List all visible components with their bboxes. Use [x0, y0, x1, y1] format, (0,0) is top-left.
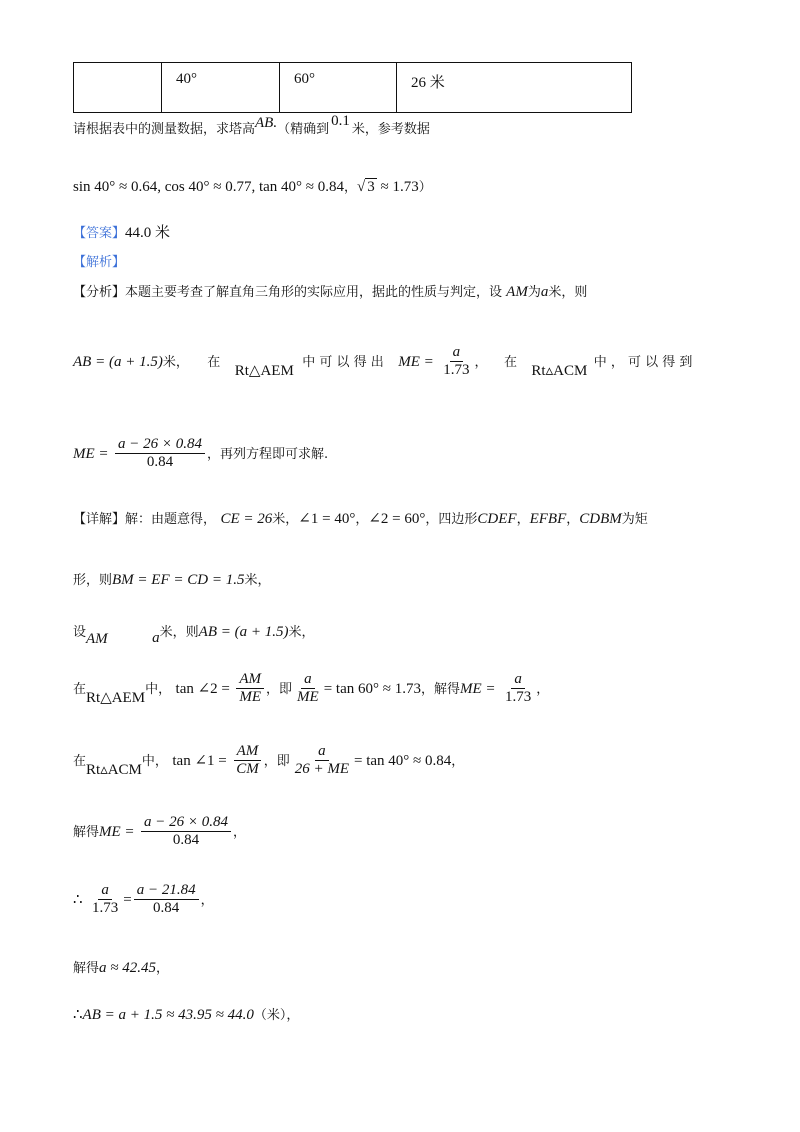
analysis-line-3: ME = $\frac{a - 26 \times 0.84}{0.84}$ ，再列方程即可求解. [73, 436, 329, 471]
analysis-line-1: 【分析】本题主要考查了解直角三角形的实际应用，据此的性质与判定，设 AM为a米，则 [73, 284, 588, 300]
fraction: $\frac{a - 26 \times 0.84}{0.84}$ [141, 814, 231, 850]
fraction: $\frac{a}{1.73}$ [443, 344, 470, 379]
detail-line-9: ∴AB = a + 1.5 ≈ 43.95 ≈ 44.0（米）， [73, 1007, 300, 1023]
question-text: 请根据表中的测量数据，求塔高 [73, 122, 256, 137]
sqrt-value: ≈ 1.73 [380, 179, 419, 195]
triangle-aem: Rt△AEM [234, 362, 294, 379]
detail-line-2: 形，则BM = EF = CD = 1.5米， [73, 572, 271, 588]
fraction: $\frac{AM}{ME}$ [236, 671, 264, 707]
detail-line-8: 解得a ≈ 42.45， [73, 960, 170, 976]
detail-line-3: 设AM a米，则AB = (a + 1.5)米， [73, 624, 315, 647]
detail-line-6: 解得ME = $\frac{a - 26 \times 0.84}{0.84}$ ， [73, 814, 247, 849]
table-cell: 26 米 [397, 63, 632, 113]
question-line-1 [73, 113, 430, 138]
analysis-text: 本题主要考查了解直角三角形的实际应用，据此的性质与判定，设 [125, 285, 503, 300]
detail-line-7: ∴ $\frac{a}{1.73}$ = $\frac{a - 21.84}{0.84}$ ， [73, 882, 214, 917]
sqrt-symbol: √ 3 [357, 179, 375, 195]
fraction: $\frac{a - 21.84}{0.84}$ [134, 882, 199, 918]
fraction: $\frac{a}{1.73}$ [92, 882, 119, 917]
table-cell: 60° [280, 63, 397, 113]
detail-line-4: 在Rt△AEM中， tan ∠2 = $\frac{AM}{ME}$ ，即 $\frac{a}{ME}$ = tan 60° ≈ 1.73，解得ME = $\frac{a}{1.73}$ ， [73, 671, 550, 706]
question-text: （精确到 [277, 122, 330, 137]
therefore-symbol: ∴ [73, 1007, 83, 1023]
table-cell: 40° [162, 63, 280, 113]
fraction: $\frac{AM}{CM}$ [233, 743, 262, 779]
question-line-2 [73, 176, 432, 196]
reference-values: sin 40° ≈ 0.64, cos 40° ≈ 0.77, tan 40° ≈ 0.84 [73, 179, 345, 195]
close-paren: ） [418, 180, 432, 195]
table-cell [74, 63, 162, 113]
measurement-table [73, 62, 632, 113]
analysis-line-2: AB = (a + 1.5)米， 在 Rt△AEM 中 可 以 得 出 ME = $\frac{a}{1.73}$ ， 在 Rt▵ACM 中 ， 可 以 得 到 [73, 344, 693, 379]
analysis-tag: 【分析】 [73, 285, 126, 300]
analysis-label: 【解析】 [73, 255, 126, 270]
separator: ， [344, 180, 358, 195]
table-row [74, 63, 632, 113]
answer-value: 44.0 米 [125, 225, 171, 241]
detail-line-1: 【详解】解：由题意得， CE = 26米，∠1 = 40°，∠2 = 60°，四边形CDEF，EFBF，CDBM为矩 [73, 511, 648, 527]
answer-label: 【答案】 [73, 226, 126, 241]
question-text: 米，参考数据 [351, 122, 430, 137]
fraction: $\frac{a}{1.73}$ [504, 671, 532, 706]
fraction: $\frac{a - 26 \times 0.84}{0.84}$ [115, 436, 205, 472]
question-precision: 0.1 [331, 113, 350, 129]
answer-line [73, 221, 170, 242]
fraction: $\frac{a}{ME}$ [297, 671, 319, 706]
question-var: AB. [255, 115, 278, 131]
triangle-acm: Rt▵ACM [531, 362, 588, 379]
therefore-symbol: ∴ [73, 891, 83, 908]
detail-line-5: 在Rt▵ACM中， tan ∠1 = $\frac{AM}{CM}$ ，即 $\frac{a}{26 + ME}$ = tan 40° ≈ 0.84， [73, 743, 465, 778]
fraction: $\frac{a}{26 + ME}$ [294, 743, 349, 778]
detail-tag: 【详解】 [73, 512, 126, 527]
